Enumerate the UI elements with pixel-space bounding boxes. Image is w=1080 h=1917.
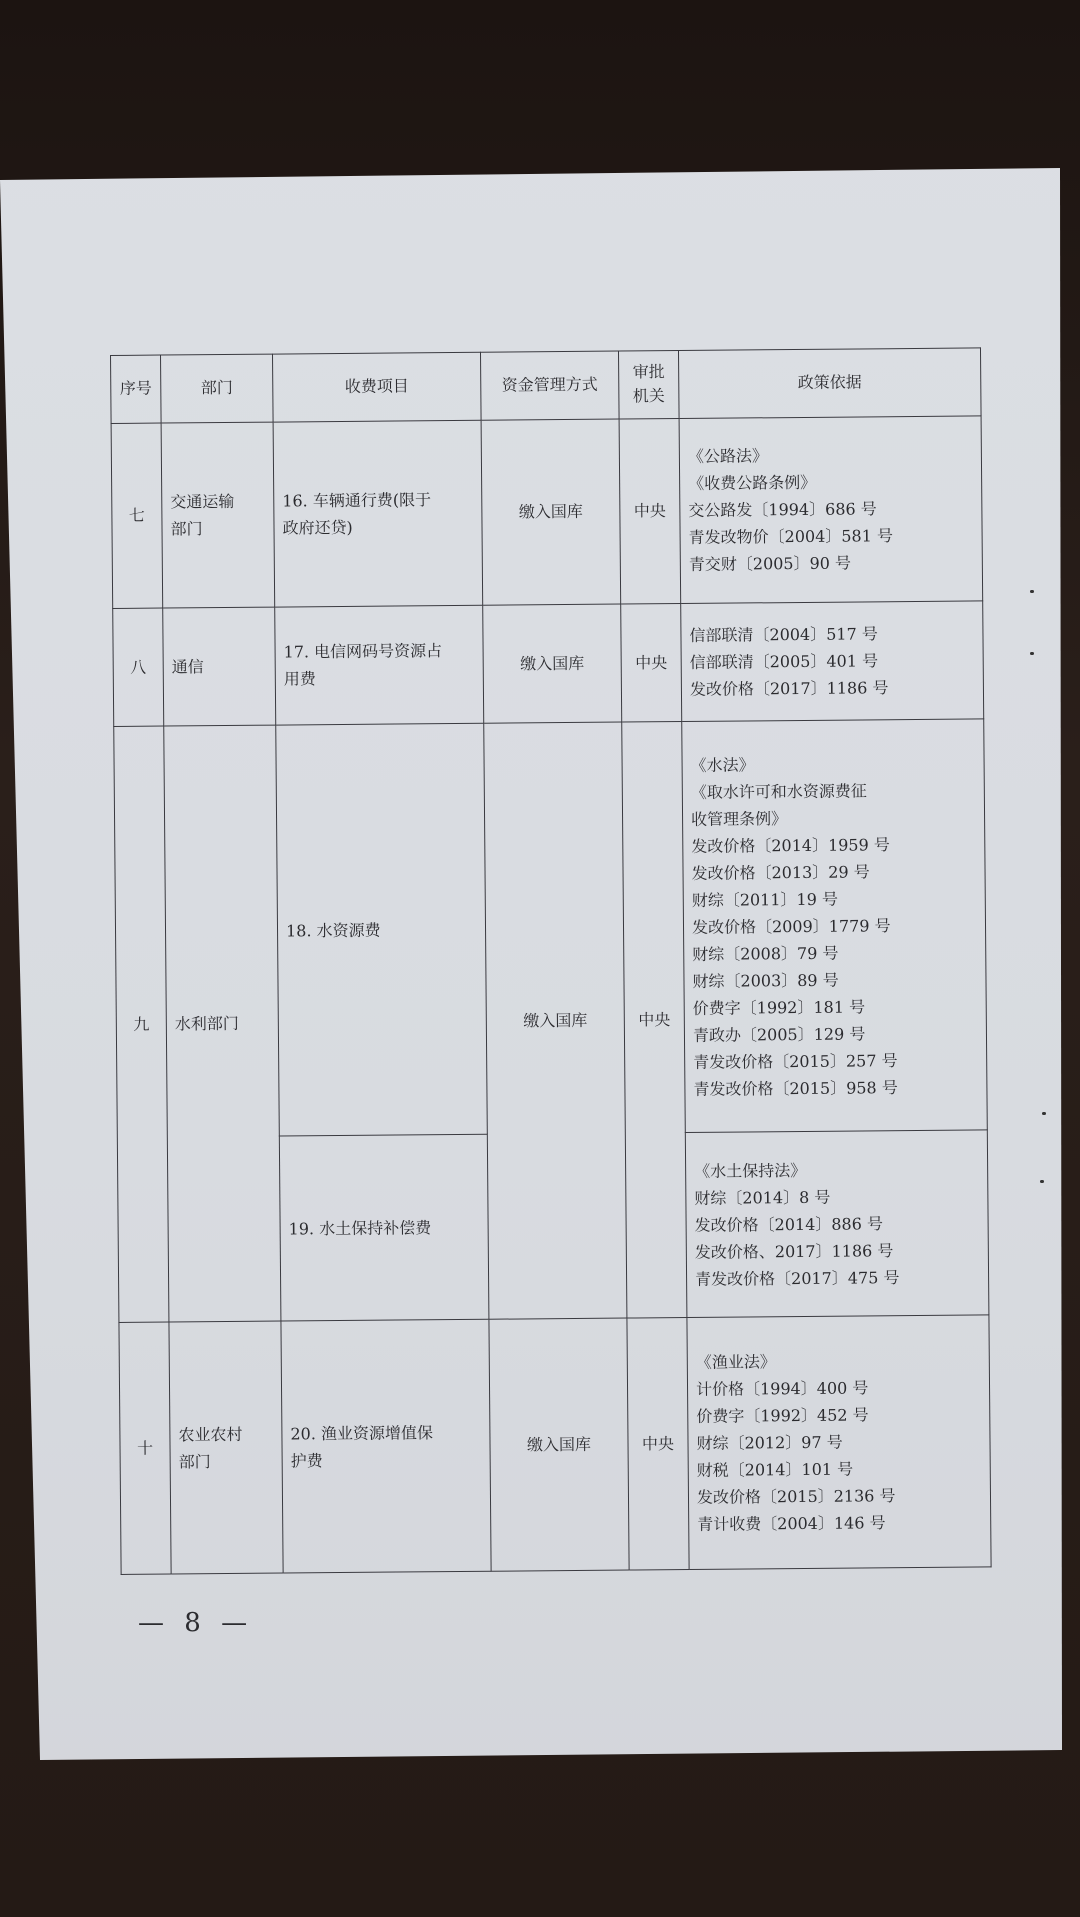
basis-cell	[681, 601, 984, 722]
policy-reference: 《渔业法》	[695, 1352, 776, 1372]
org-cell: 中央	[619, 418, 681, 604]
policy-reference: 信部联清〔2004〕517 号	[689, 624, 878, 645]
policy-reference: 财税〔2014〕101 号	[696, 1459, 854, 1480]
policy-reference: 发改价格〔2013〕29 号	[691, 861, 870, 883]
policy-reference: 发改价格〔2009〕1779 号	[691, 915, 891, 937]
document-page	[110, 347, 991, 1575]
policy-reference: 计价格〔1994〕400 号	[695, 1378, 869, 1399]
policy-reference: 收管理条例》	[690, 808, 788, 829]
item-cell: 18. 水资源费	[276, 723, 488, 1136]
page-number: — 8 —	[138, 1608, 254, 1638]
table-row	[119, 1315, 991, 1574]
policy-reference: 价费字〔1992〕181 号	[692, 997, 866, 1018]
policy-reference: 财综〔2003〕89 号	[692, 970, 839, 991]
policy-reference: 信部联清〔2005〕401 号	[689, 651, 879, 672]
policy-reference: 青发改价格〔2015〕958 号	[693, 1077, 898, 1099]
basis-cell	[685, 1130, 989, 1318]
item-cell: 17. 电信网码号资源占 用费	[275, 605, 484, 725]
dept-cell: 水利部门	[164, 725, 281, 1322]
policy-reference: 青政办〔2005〕129 号	[692, 1024, 866, 1045]
policy-reference: 发改价格〔2014〕886 号	[694, 1213, 884, 1235]
seq-cell: 九	[114, 726, 169, 1323]
policy-reference: 发改价格〔2014〕1959 号	[691, 834, 890, 856]
mgmt-cell: 缴入国库	[484, 722, 627, 1319]
org-cell: 中央	[621, 603, 682, 722]
header-cell: 审批 机关	[618, 351, 679, 419]
speck-mark	[1030, 590, 1034, 593]
policy-reference: 《公路法》	[687, 446, 769, 467]
header-cell: 政策依据	[678, 348, 981, 418]
policy-reference: 青发改价格〔2017〕475 号	[695, 1267, 900, 1289]
policy-reference: 《水土保持法》	[694, 1160, 807, 1181]
policy-reference: 交公路发〔1994〕686 号	[688, 499, 877, 521]
policy-reference: 发改价格〔2017〕1186 号	[689, 678, 889, 699]
policy-reference: 财综〔2012〕97 号	[696, 1432, 843, 1453]
policy-reference: 《水法》	[690, 754, 755, 775]
dept-cell: 交通运输 部门	[161, 422, 275, 608]
mgmt-cell: 缴入国库	[481, 419, 621, 605]
policy-reference: 青发改价格〔2015〕257 号	[693, 1050, 898, 1072]
policy-reference: 财综〔2011〕19 号	[691, 889, 839, 910]
header-cell: 部门	[161, 354, 274, 423]
policy-reference: 青交财〔2005〕90 号	[688, 553, 852, 575]
policy-reference: 《收费公路条例》	[688, 473, 817, 494]
org-cell: 中央	[622, 722, 687, 1319]
policy-reference: 青发改物价〔2004〕581 号	[688, 526, 894, 548]
speck-mark	[1042, 1112, 1046, 1115]
policy-reference: 财综〔2008〕79 号	[692, 943, 839, 964]
table-row	[113, 601, 984, 727]
policy-reference: 《取水许可和水资源费征	[690, 780, 867, 802]
dept-cell: 通信	[163, 607, 276, 726]
item-cell: 19. 水土保持补偿费	[279, 1134, 489, 1321]
policy-reference: 发改价格〔2015〕2136 号	[696, 1486, 896, 1507]
seq-cell: 十	[119, 1322, 171, 1574]
basis-cell	[687, 1315, 991, 1569]
policy-reference: 青计收费〔2004〕146 号	[697, 1513, 886, 1534]
fee-table	[110, 347, 992, 1575]
header-cell: 收费项目	[272, 352, 481, 422]
policy-reference: 发改价格、2017〕1186 号	[694, 1240, 894, 1262]
table-row	[111, 416, 983, 609]
table-row	[114, 719, 988, 1138]
speck-mark	[1030, 652, 1034, 655]
dept-cell: 农业农村 部门	[169, 1321, 283, 1574]
table-header-row	[111, 348, 982, 423]
item-cell: 16. 车辆通行费(限于 政府还贷)	[273, 420, 483, 607]
basis-cell	[679, 416, 983, 604]
policy-reference: 财综〔2014〕8 号	[694, 1187, 831, 1208]
policy-reference: 价费字〔1992〕452 号	[696, 1405, 869, 1426]
seq-cell: 七	[111, 423, 163, 608]
mgmt-cell: 缴入国库	[483, 604, 622, 723]
header-cell: 序号	[111, 355, 162, 423]
item-cell: 20. 渔业资源增值保 护费	[281, 1319, 491, 1573]
org-cell: 中央	[627, 1318, 689, 1570]
speck-mark	[1040, 1180, 1044, 1183]
header-cell: 资金管理方式	[480, 351, 619, 420]
basis-cell	[682, 719, 988, 1133]
mgmt-cell: 缴入国库	[489, 1318, 629, 1571]
seq-cell: 八	[113, 608, 164, 727]
